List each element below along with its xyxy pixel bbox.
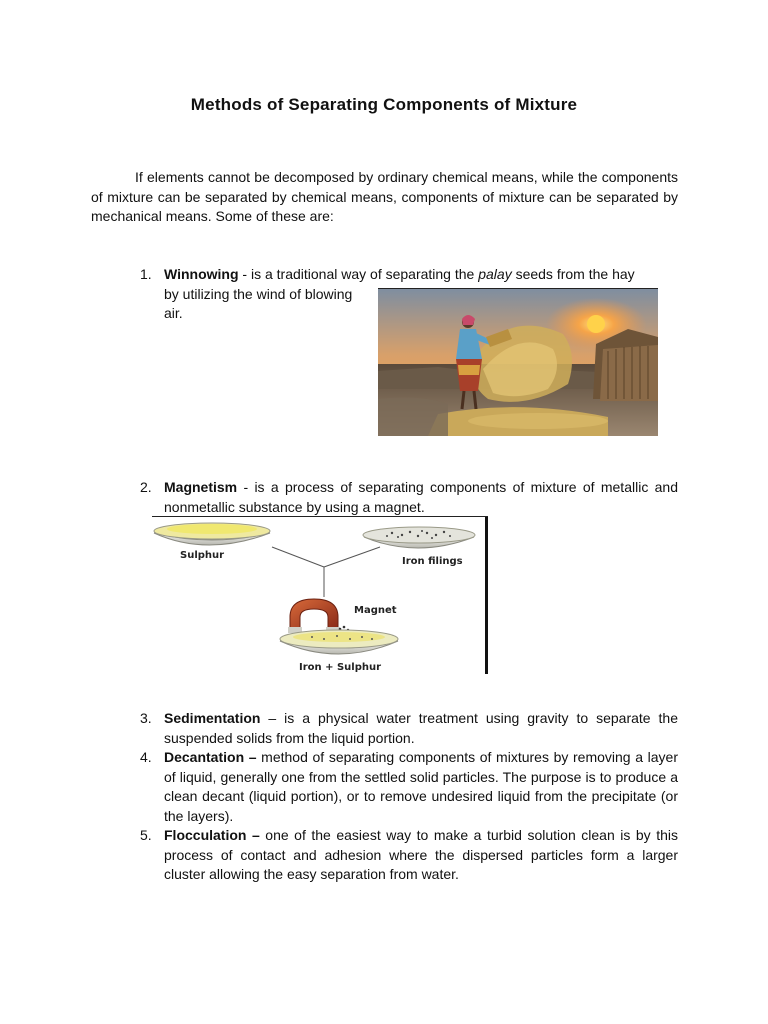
label-sulphur: Sulphur [180,550,225,561]
winnowing-line-3: air. [164,305,183,321]
term-magnetism: Magnetism [164,479,238,495]
winnowing-line-2: by utilizing the wind of blowing [164,285,353,302]
magnetism-diagram [152,516,488,674]
intro-text: If elements cannot be decomposed by ordinary chemical means, while the components of mixture can be separated by chemical means, components of mixture can be separated by mechanical means. Some of these are: [91,169,678,224]
flocculation-text: one of the easiest way to make a turbid solution clean is by this process of contact and adhesion where the dispersed particles form a larger cluster allowing the easy separation from water. [164,827,678,882]
term-winnowing: Winnowing [164,266,239,282]
list-number: 2. [140,479,152,495]
label-iron-sulphur: Iron + Sulphur [299,662,382,673]
list-number: 1. [140,266,152,282]
label-magnet: Magnet [354,605,397,616]
list-number: 3. [140,710,152,726]
list-item-body [164,826,678,885]
list-number: 4. [140,749,152,765]
page-title: Methods of Separating Components of Mixture [190,95,578,114]
winnowing-line-1 [164,265,678,285]
sedimentation-text: – is a physical water treatment using gravity to separate the suspended solids from the liquid portion. [164,710,678,746]
winnowing-photo [378,288,658,436]
winnowing-text-b: seeds from the hay [511,266,635,282]
list-number: 5. [140,827,152,843]
term-decantation: Decantation – [164,749,257,765]
list-item-body [164,709,678,748]
decantation-text: method of separating components of mixtures by removing a layer of liquid, generally one from the settled solid particles. The purpose is to produce a clean decant (liquid portion), or to remove undesired liquid from the precipitate (or the layers). [164,749,678,824]
magnetism-text: - is a process of separating components of mixture of metallic and nonmetallic substance by using a magnet. [164,479,678,515]
term-sedimentation: Sedimentation [164,710,261,726]
term-flocculation: Flocculation – [164,827,260,843]
figure-border [485,517,488,674]
intro-paragraph [91,168,678,227]
winnowing-italic: palay [478,266,512,282]
winnowing-text-a: - is a traditional way of separating the [238,266,479,282]
list-item-body [164,478,678,517]
label-iron-filings: Iron filings [402,556,463,567]
list-item-body [164,748,678,826]
